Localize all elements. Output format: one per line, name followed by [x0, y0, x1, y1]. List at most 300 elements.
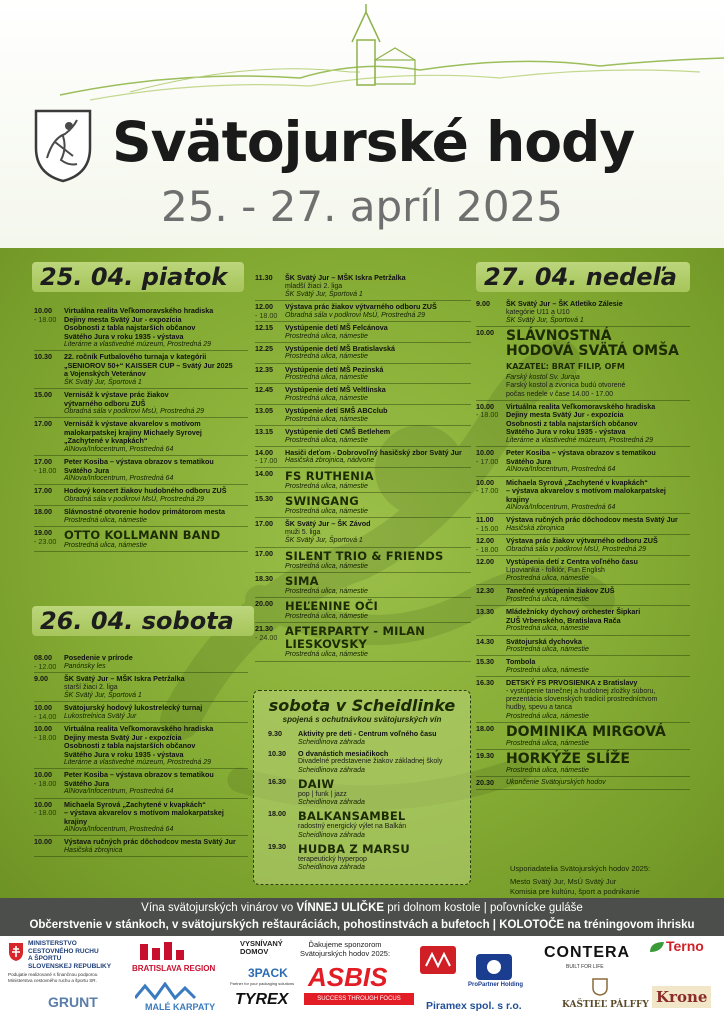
event-row — [34, 456, 248, 485]
terno-leaf-icon — [648, 940, 666, 954]
krone-logo: Krone — [652, 986, 711, 1008]
event-start: 19.30 — [268, 842, 286, 852]
event-body — [285, 600, 471, 621]
kastiel-crest-icon — [592, 978, 608, 996]
event-title: Vystúpenie detí MŠ Felcánova — [285, 323, 388, 333]
event-start: 12.25 — [255, 343, 273, 353]
event-body — [298, 778, 462, 808]
event-place: Prostredná ulica, námestie — [64, 516, 147, 524]
event-body — [64, 529, 248, 550]
event-place: Scheidlinova záhrada — [298, 738, 365, 746]
event-start: 9.30 — [268, 729, 282, 738]
event-row — [255, 322, 471, 343]
event-time — [476, 300, 506, 325]
event-title: Výstava prác žiakov výtvarného odboru ZUŠ — [506, 536, 658, 546]
event-place: AlNova/Infocentrum, Prostredná 64 — [506, 504, 616, 512]
event-row — [34, 836, 248, 857]
event-start: 11.00 — [476, 515, 494, 525]
event-row — [255, 364, 471, 385]
3pack-logo: 3PACK — [248, 966, 288, 980]
event-body — [506, 587, 690, 604]
event-row — [476, 327, 690, 401]
event-start: 11.30 — [255, 273, 273, 282]
event-place: Prostredná ulica, námestie — [285, 415, 368, 423]
day3-heading: 27. 04. nedeľa — [476, 262, 690, 292]
event-description: Divadelné predstavenie žiakov základnej školy — [298, 758, 443, 766]
event-start: 10.30 — [34, 352, 52, 362]
event-row — [476, 750, 690, 777]
event-place: Scheidlinova záhrada — [298, 864, 365, 872]
st-george-crest-icon — [33, 108, 93, 184]
event-place: Obradná sála v podkrovi MsÚ, Prostredná 29 — [506, 545, 647, 553]
event-start: 10.00 — [34, 703, 52, 713]
event-title: Vystúpenie detí SMŠ ABCclub — [285, 406, 388, 416]
vysnivany-domov-logo: VYSNÍVANÝ DOMOV — [240, 939, 283, 956]
event-place: Prostredná ulica, námestie — [285, 332, 368, 340]
event-title: Peter Kosiba – výstava obrazov s tematikou Svätého Jura — [64, 457, 214, 475]
event-time — [268, 730, 298, 747]
event-body — [64, 725, 248, 767]
event-time — [255, 274, 285, 299]
event-place: Prostredná ulica, námestie — [506, 646, 589, 654]
event-start: 10.00 — [476, 401, 494, 411]
event-start: 14.00 — [255, 447, 273, 457]
event-place: Prostredná ulica, námestie — [285, 562, 368, 570]
event-place: Prostredná ulica, námestie — [285, 613, 368, 621]
event-time — [34, 801, 64, 835]
event-start: 12.00 — [255, 302, 273, 312]
scheidlinka-event-list — [254, 728, 470, 874]
asbis-logo: ASBIS — [308, 962, 388, 992]
male-karpaty-icon — [135, 982, 205, 1000]
kastiel-palffy-logo: KAŠTIEĽ PÁLFFY — [562, 1000, 649, 1010]
event-end: - 18.00 — [255, 310, 278, 320]
event-place: ŠK Svätý Jur, Športová 1 — [285, 537, 363, 545]
event-row — [268, 808, 462, 841]
event-body — [506, 516, 690, 533]
event-title: Virtuálna realita Veľkomoravského hradiska Dejiny mesta Svätý Jur - expozícia Osobnosti z tabla najstarších občanov Svätého Jura v roku 1935 - výstava — [64, 306, 214, 341]
event-end: - 18.00 — [34, 465, 57, 475]
event-title: BALKANSAMBEL — [298, 809, 406, 824]
event-place: ŠK Svätý Jur, Športová 1 — [64, 691, 142, 699]
event-row — [255, 301, 471, 322]
contera-tagline: BUILT FOR LIFE — [566, 964, 604, 970]
day3-event-list — [476, 298, 690, 790]
event-body — [64, 801, 248, 835]
event-start: 10.00 — [476, 477, 494, 487]
day2-event-list-left — [34, 652, 248, 857]
event-title: Svätojurská dychovka — [506, 636, 582, 646]
event-title: 22. ročník Futbalového turnaja v kategórii „SENIOROV 50+“ KAISSER CUP – Svätý Jur 2025 a Vojenských Veteránov — [64, 352, 233, 379]
event-time — [476, 658, 506, 675]
band-line-2 — [0, 917, 724, 934]
header — [0, 0, 724, 248]
event-place: Prostredná ulica, námestie — [285, 353, 368, 361]
event-description: starší žiaci 2. liga — [64, 683, 118, 691]
event-title: Posedenie v prírode — [64, 653, 133, 662]
band-text: pri dolnom kostole | poľovnícke guláše — [384, 902, 583, 914]
event-body — [506, 329, 690, 399]
terno-logo: Terno — [666, 938, 704, 954]
event-row — [476, 447, 690, 476]
event-start: 10.00 — [34, 724, 52, 734]
event-start: 9.00 — [476, 299, 490, 308]
event-time — [255, 386, 285, 403]
event-place: Farský kostol Sv. Juraja — [506, 374, 580, 382]
event-body — [506, 658, 690, 675]
event-description: pop | funk | jazz — [298, 790, 347, 798]
event-start: 14.00 — [255, 468, 273, 478]
asbis-tagline: SUCCESS THROUGH FOCUS — [304, 993, 414, 1005]
event-row — [255, 384, 471, 405]
event-body — [285, 550, 471, 571]
event-body — [285, 470, 471, 491]
event-body — [298, 843, 462, 873]
event-body — [64, 420, 248, 454]
event-time — [34, 353, 64, 387]
event-place: Panónsky les — [64, 662, 106, 670]
event-start: 19.00 — [34, 528, 52, 538]
event-body — [285, 386, 471, 403]
event-title: Michaela Syrová „Zachytené v kvapkách“ – výstava akvarelov s motívom malokarpatskej krajiny — [506, 477, 666, 504]
event-time — [268, 750, 298, 775]
event-time — [34, 675, 64, 700]
event-start: 16.30 — [268, 776, 286, 786]
event-time — [255, 600, 285, 621]
event-place: Hasičská zbrojnica — [64, 846, 123, 854]
event-start: 18.00 — [476, 723, 494, 733]
event-place: Prostredná ulica, námestie — [285, 374, 368, 382]
event-title: Aktivity pre deti - Centrum voľného času — [298, 729, 437, 738]
event-body — [506, 752, 690, 775]
event-time — [34, 458, 64, 483]
event-start: 17.00 — [255, 548, 273, 558]
event-place: Prostredná ulica, námestie — [285, 436, 368, 444]
event-start: 13.05 — [255, 406, 273, 416]
event-time — [34, 838, 64, 855]
event-time — [476, 752, 506, 775]
event-time — [255, 428, 285, 445]
event-row — [476, 677, 690, 723]
event-row — [34, 769, 248, 798]
event-place: AlNova/Infocentrum, Prostredná 64 — [64, 788, 174, 796]
event-title: DETSKÝ FS PRVOSIENKA z Bratislavy — [506, 678, 638, 688]
event-row — [34, 799, 248, 837]
event-place: Prostredná ulica, námestie — [285, 587, 368, 595]
event-time — [34, 725, 64, 767]
event-row — [255, 405, 471, 426]
event-start: 12.00 — [476, 557, 494, 567]
event-end: - 14.00 — [34, 711, 57, 721]
event-start: 20.00 — [255, 599, 273, 609]
event-place: Prostredná ulica, námestie — [506, 739, 589, 747]
event-end: - 17.00 — [476, 456, 499, 466]
event-body — [298, 810, 462, 840]
event-time — [476, 537, 506, 554]
event-title: ŠK Svätý Jur – ŠK Atletiko Zálesie — [506, 299, 623, 308]
event-row — [268, 776, 462, 809]
event-row — [34, 723, 248, 769]
event-start: 12.00 — [476, 536, 494, 546]
event-body — [285, 449, 471, 466]
event-description: radostný energický výlet na Balkán — [298, 823, 407, 831]
event-body — [64, 487, 248, 504]
event-row — [255, 548, 471, 573]
event-row — [34, 506, 248, 527]
event-description: - vystúpenie tanečnej a hudobnej zložky súboru, prezentácia slovenských tradícií prostredníctvom hudby, spevu a tanca — [506, 687, 658, 712]
event-title: FS RUTHENIA — [285, 468, 374, 483]
event-time — [34, 487, 64, 504]
band-line-1 — [0, 900, 724, 917]
event-body — [64, 771, 248, 796]
event-title: Tanečné vystúpenia žiakov ZUŠ — [506, 586, 615, 596]
day3-column — [476, 298, 690, 790]
event-time — [476, 679, 506, 721]
event-row — [268, 728, 462, 748]
organizers-line: Mesto Svätý Jur, MsÚ Svätý Jur — [510, 877, 617, 886]
event-title: SIMA — [285, 573, 319, 588]
3pack-tagline: Partner for your packaging solutions — [230, 981, 295, 986]
event-row — [255, 573, 471, 598]
event-body — [285, 324, 471, 341]
event-end: - 17.00 — [476, 486, 499, 496]
event-body — [506, 608, 690, 633]
ministry-note: Podujatie realizované s finančnou podporou Ministerstva cestovného ruchu a športu SR. — [8, 972, 98, 983]
event-place: AlNova/Infocentrum, Prostredná 64 — [506, 466, 616, 474]
event-body — [64, 654, 248, 671]
scheidlinka-box — [253, 690, 471, 885]
event-start: 10.00 — [34, 799, 52, 809]
event-time — [255, 303, 285, 320]
event-title: DOMINIKA MIRGOVÁ — [506, 723, 666, 740]
event-description: mladší žiaci 2. liga — [285, 282, 343, 290]
organizers — [510, 864, 710, 897]
event-start: 20.30 — [476, 778, 494, 788]
event-time — [476, 779, 506, 788]
event-title: Tombola — [506, 657, 536, 667]
event-place: Prostredná ulica, námestie — [285, 508, 368, 516]
event-body — [298, 730, 462, 747]
event-place: Literárne a vlastivedné múzeum, Prostredná 29 — [506, 436, 654, 444]
event-time — [255, 324, 285, 341]
event-place: Prostredná ulica, námestie — [506, 666, 589, 674]
event-start: 17.00 — [255, 519, 273, 529]
event-time — [255, 520, 285, 545]
event-row — [34, 673, 248, 702]
event-title: Vystúpenie detí MŠ Veltlínska — [285, 385, 386, 395]
event-title: SILENT TRIO & FRIENDS — [285, 548, 444, 563]
event-start: 10.00 — [476, 448, 494, 458]
event-time — [34, 307, 64, 349]
event-time — [476, 558, 506, 583]
event-row — [34, 702, 248, 723]
event-title: Vernisáž k výstave prác žiakov výtvarného odboru ZUŠ — [64, 390, 169, 408]
day1-heading: 25. 04. piatok — [32, 262, 244, 292]
event-start: 13.15 — [255, 427, 273, 437]
day2-column-mid — [255, 272, 471, 662]
event-row — [476, 477, 690, 515]
bratislava-region-logo: BRATISLAVA REGION — [132, 964, 216, 973]
event-title: Peter Kosiba – výstava obrazov s tematikou Svätého Jura — [64, 770, 214, 788]
event-place: ŠK Svätý Jur, Športová 1 — [64, 378, 142, 386]
event-body — [285, 366, 471, 383]
day1-column — [34, 305, 248, 552]
event-place: Obradná sála v podkrovi MsÚ, Prostredná 29 — [64, 495, 205, 503]
event-start: 14.30 — [476, 636, 494, 646]
event-body — [506, 300, 690, 325]
event-title: SWINGANG — [285, 494, 359, 509]
event-row — [34, 351, 248, 389]
event-body — [285, 575, 471, 596]
event-row — [476, 636, 690, 657]
event-place: AlNova/Infocentrum, Prostredná 64 — [64, 445, 174, 453]
band-highlight: KOLOTOČE — [499, 919, 565, 931]
event-body — [64, 353, 248, 387]
event-body — [506, 638, 690, 655]
event-end: - 24.00 — [255, 632, 278, 642]
event-end: - 15.00 — [476, 523, 499, 533]
event-place: Prostredná ulica, námestie — [506, 712, 589, 720]
event-title: DAIW — [298, 776, 335, 791]
event-place: ŠK Svätý Jur, Športová 1 — [506, 316, 584, 324]
event-title: Vystúpenia detí z Centra voľného času — [506, 557, 638, 567]
event-end: - 17.00 — [255, 456, 278, 466]
propartner-logo: ProPartner Holding — [468, 982, 524, 988]
event-preacher: KAZATEĽ: BRAT FILIP, OFM — [506, 362, 625, 372]
event-time — [255, 345, 285, 362]
event-start: 10.00 — [476, 328, 494, 338]
event-body — [506, 537, 690, 554]
band-text: na tréningovom ihrisku — [564, 919, 695, 931]
event-time — [34, 771, 64, 796]
male-karpaty-logo: MALÉ KARPATY — [145, 1002, 216, 1012]
event-body — [298, 750, 462, 775]
event-place: Prostredná ulica, námestie — [506, 575, 589, 583]
event-body — [285, 303, 471, 320]
event-row — [255, 598, 471, 623]
event-row — [255, 272, 471, 301]
event-body — [64, 838, 248, 855]
ministry-name: MINISTERSTVO CESTOVNÉHO RUCHU A ŠPORTU SLOVENSKEJ REPUBLIKY — [28, 940, 112, 970]
event-start: 18.00 — [268, 809, 286, 819]
day2-heading: 26. 04. sobota — [32, 606, 254, 636]
event-start: 17.00 — [34, 419, 52, 429]
event-time — [34, 420, 64, 454]
event-row — [34, 527, 248, 552]
event-end: - 18.00 — [34, 808, 57, 818]
event-start: 10.00 — [34, 306, 52, 315]
event-time — [255, 407, 285, 424]
event-end: - 18.00 — [34, 732, 57, 742]
event-body — [64, 704, 248, 721]
event-title: Hasiči deťom - Dobrovoľný hasičský zbor Svätý Jur — [285, 447, 462, 457]
hill-church-illustration — [0, 0, 724, 110]
band-highlight: VÍNNEJ ULIČKE — [296, 902, 385, 914]
event-body — [506, 449, 690, 474]
event-time — [268, 810, 298, 840]
event-row — [476, 535, 690, 556]
organizers-line: Komisia pre kultúru, šport a podnikanie — [510, 887, 640, 896]
bratislava-region-icon — [140, 942, 200, 962]
event-title: Výstava ručných prác dôchodcov mesta Svätý Jur — [64, 837, 236, 847]
event-start: 16.30 — [476, 678, 494, 688]
event-body — [506, 403, 690, 445]
event-end: - 18.00 — [34, 778, 57, 788]
event-place: Literárne a vlastivedné múzeum, Prostredná 29 — [64, 341, 212, 348]
event-time — [34, 529, 64, 550]
event-end: - 18.00 — [476, 544, 499, 554]
event-title: AFTERPARTY - MILAN LIESKOVSKY — [285, 624, 426, 652]
event-row — [476, 606, 690, 635]
event-title: HORKÝŽE SLÍŽE — [506, 751, 630, 768]
event-place: Prostredná ulica, námestie — [285, 482, 368, 490]
event-start: 19.30 — [476, 751, 494, 761]
event-time — [268, 778, 298, 808]
event-place: Prostredná ulica, námestie — [285, 394, 368, 402]
sponsor-thanks: Ďakujeme sponzorom Svätojurských hodov 2025: — [300, 940, 391, 958]
event-row — [268, 841, 462, 874]
band-text: Vína svätojurských vinárov vo — [141, 902, 297, 914]
event-row — [34, 418, 248, 456]
event-time — [255, 470, 285, 491]
event-time — [255, 625, 285, 659]
event-title: Michaela Syrová „Zachytené v kvapkách“ – výstava akvarelov s motívom malokarpatskej krajiny — [64, 799, 224, 826]
event-start: 17.00 — [34, 486, 52, 496]
event-title: SLÁVNOSTNÁ HODOVÁ SVÄTÁ OMŠA — [506, 328, 679, 360]
event-body — [64, 508, 248, 525]
event-start: 18.00 — [34, 507, 52, 517]
event-place: Scheidlinova záhrada — [298, 799, 365, 807]
event-row — [255, 623, 471, 661]
event-body — [506, 779, 690, 788]
event-time — [34, 508, 64, 525]
event-row — [34, 485, 248, 506]
event-row — [476, 514, 690, 535]
event-body — [64, 391, 248, 416]
event-row — [476, 656, 690, 677]
event-start: 15.30 — [255, 494, 273, 504]
event-time — [476, 587, 506, 604]
event-time — [476, 725, 506, 748]
event-row — [268, 748, 462, 776]
red-sponsor-logo-icon — [420, 946, 456, 974]
event-body — [506, 479, 690, 513]
event-start: 12.15 — [255, 323, 273, 333]
event-title: Mládežnícky dychový orchester Šipkari ZUŠ Vrbenského, Bratislava Rača — [506, 607, 641, 625]
event-row — [255, 518, 471, 547]
event-start: 12.30 — [476, 586, 494, 596]
event-time — [476, 638, 506, 655]
event-place: Prostredná ulica, námestie — [64, 542, 147, 550]
propartner-logo-icon — [476, 954, 512, 980]
grunt-logo: GRUNT — [48, 994, 98, 1010]
event-time — [34, 704, 64, 721]
band-text: Občerstvenie v stánkoch, v svätojurských reštauráciách, pohostinstvách a bufetoch | — [29, 919, 500, 931]
event-end: - 18.00 — [476, 410, 499, 420]
event-dates: 25. - 27. apríl 2025 — [160, 182, 564, 231]
event-start: 21.30 — [255, 624, 273, 634]
event-start: 08.00 — [34, 653, 52, 662]
event-place: Literárne a vlastivedné múzeum, Prostredná 29 — [64, 759, 212, 767]
event-body — [285, 345, 471, 362]
event-time — [34, 391, 64, 416]
event-place: ŠK Svätý Jur, Športová 1 — [285, 290, 363, 298]
event-title: ŠK Svätý Jur – MŠK Iskra Petržalka — [285, 273, 406, 282]
event-time — [476, 608, 506, 633]
event-place: Lukostrelnica Svätý Jur — [64, 712, 137, 720]
event-title: Virtuálna realita Veľkomoravského hradiska Dejiny mesta Svätý Jur - expozícia Osobnosti z tabla najstarších občanov Svätého Jura v roku 1935 - výstava — [64, 724, 214, 759]
event-row — [476, 298, 690, 327]
